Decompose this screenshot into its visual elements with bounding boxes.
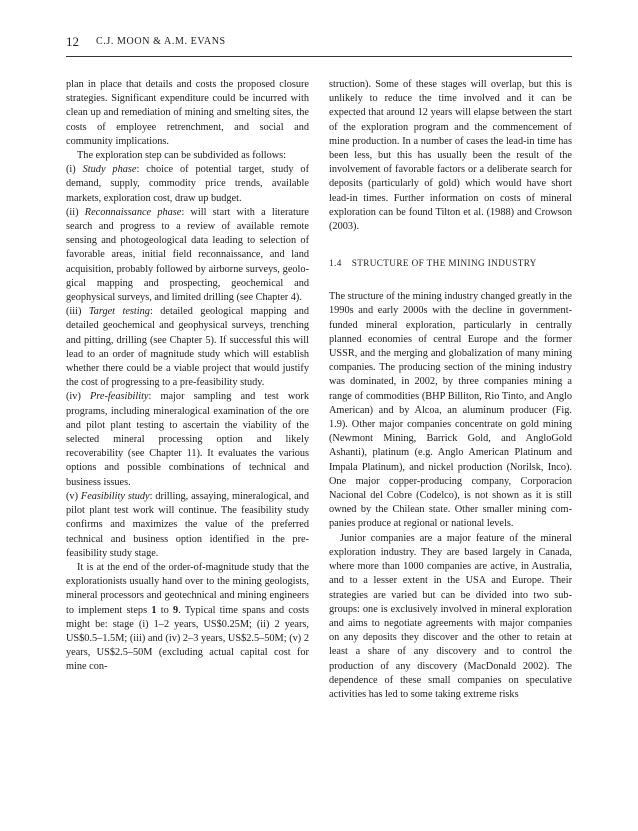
list-item-text: : drilling, assaying, mineralogical, and pilot plant test work will continue. The feasibility study confirms and maximizes the value of the preferred technical and business option identified in the pre-feasibility study stage. xyxy=(66,490,309,559)
paragraph-text: . Typical time spans and costs might be: stage (i) 1–2 years, US$0.25M; (ii) 2 years, US$0.5–1.5M; (iii) and (iv) 2–3 years, US$2.5–50M; (v) 2 years, US$2.5–50M (excluding actual capital cost for mine con- xyxy=(66,604,309,673)
section-number: 1.4 xyxy=(329,258,342,269)
left-column xyxy=(66,78,309,675)
running-head-authors: C.J. MOON & A.M. EVANS xyxy=(96,36,226,47)
paragraph: plan in place that details and costs the proposed closure strategies. Significant expenditure could be incurred with clean up and remediation of mining and smelting sites, the costs of employee retrenchment, and social and community implications. xyxy=(66,79,309,147)
section-heading xyxy=(329,256,572,270)
paragraph: The structure of the mining industry changed greatly in the 1990s and early 2000s with the decline in government-funded mineral exploration, particularly in centrally planned economies of central Europe and the former USSR, and the merging and globalization of many mining companies. The producing section of the mining industry was dominated, in 2002, by three companies mining a range of commodities (BHP Billiton, Rio Tinto, and Anglo American) and by Alcoa, an aluminum producer (Fig. 1.9). Other major companies concentrate on gold mining (Newmont Mining, Barrick Gold, and AngloGold Ashanti), platinum (e.g. Anglo American Platinum and Impala Platinum), and nickel production (Norilsk, Inco). One major copper-producing company, Corporacion Nacional del Cobre (Codelco), is not shown as it is still owned by the Chilean state. Other smaller mining companies produce at regional or national levels. xyxy=(329,291,572,530)
page-number: 12 xyxy=(66,34,79,49)
list-item-number: (ii) xyxy=(66,206,85,218)
paragraph-text: It is at the end of the order-of-magnitude study that the explorationists usually hand over to the mining geologists, mineral processors and geotechnical and mining engineers to implement steps xyxy=(66,561,309,616)
list-item-number: (v) xyxy=(66,490,81,502)
list-item-text: : choice of potential target, study of demand, supply, commodity price trends, available markets, exploration cost, draw up budget. xyxy=(66,164,310,204)
paragraph-text: to xyxy=(156,604,173,616)
list-item-number: (iii) xyxy=(66,306,89,318)
list-item-label: Reconnaissance phase xyxy=(84,206,182,218)
list-item-text: : major sampling and test work programs, including mineralogical examination of the ore and pilot plant testing to ascertain the viability of the selected mineral processing option and likely recoverability (see Chapter 11). It evaluates the various options and possible combinations of technical and business issues. xyxy=(66,391,309,488)
list-item-label: Target testing xyxy=(88,306,150,318)
step-ref-start: 1 xyxy=(151,604,157,616)
running-header xyxy=(66,32,572,57)
paragraph: Junior companies are a major feature of the mineral exploration industry. They are based largely in Canada, where more than 1000 companies are active, in Australia, and to a lesser extent in the USA and Europe. Their strategies are varied but can be divided into two subgroups: one is exclusively involved in mineral exploration and aims to negotiate agreements with major companies on any deposits they discover and the other to retain at least a share of any discovery and to control the production of any discovery (MacDonald 2002). The dependence of these small companies on speculative activities has led to some taking extreme risks xyxy=(329,532,572,700)
list-item-number: (iv) xyxy=(66,391,90,403)
paragraph: struction). Some of these stages will overlap, but this is unlikely to reduce the time involved and it can be expected that around 12 years will elapse between the start of the exploration program and the commencement of mine production. In a number of cases the lead-in time has been less, but this has usually been the result of the involvement of favorable factors or a deliberate search for deposits (particularly of gold) which would have short lead-in times. Further information on costs of mineral exploration can be found Tilton et al. (1988) and Crowson (2003). xyxy=(329,79,572,233)
step-ref-end: 9 xyxy=(172,604,179,616)
list-item xyxy=(66,305,309,390)
list-item xyxy=(66,390,309,489)
list-item-text: : will start with a literature search and progress to a review of available remote sensing and photogeological data leading to selection of favorable areas, initial field reconnaissance, and land acquisition, probably followed by airborne surveys, geological mapping and prospecting, geochemical and geophysical surveys, and limited drilling (see Chapter 4). xyxy=(66,206,309,304)
list-item xyxy=(66,490,309,561)
list-item-label: Feasibility study xyxy=(80,490,150,502)
list-item-text: : detailed geological mapping and detailed geochemical and geophysical surveys, trenching and pitting, drilling (see Chapter 5). If successful this will lead to an order of magnitude study which will establish whether there could be a viable project that would justify the cost of progressing to a pre-feasibility study. xyxy=(66,306,309,389)
section-title: STRUCTURE OF THE MINING INDUSTRY xyxy=(351,258,537,269)
list-item-number: (i) xyxy=(66,164,83,176)
paragraph: The exploration step can be subdivided as follows: xyxy=(77,150,287,162)
paragraph xyxy=(66,561,309,675)
list-item-label: Study phase xyxy=(82,164,137,176)
list-item xyxy=(66,206,309,305)
list-item-label: Pre-feasibility xyxy=(89,391,149,403)
list-item xyxy=(66,163,309,206)
right-column xyxy=(329,78,572,702)
